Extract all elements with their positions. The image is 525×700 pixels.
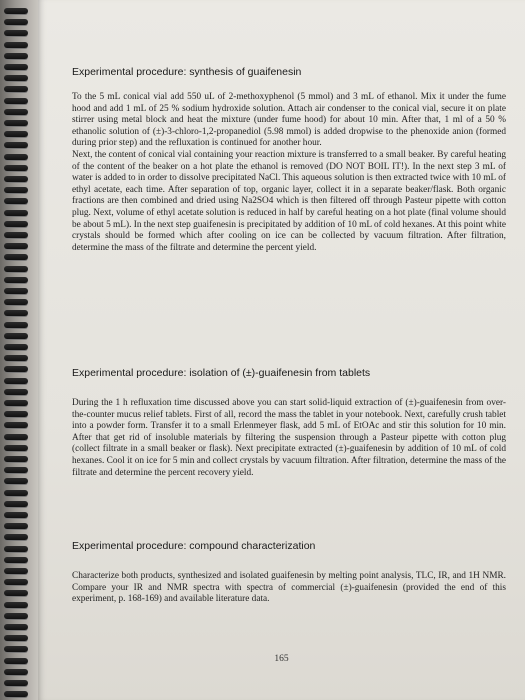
- spiral-ring: [4, 400, 28, 406]
- spiral-ring: [4, 434, 28, 440]
- spiral-ring: [4, 109, 28, 115]
- paragraph: Characterize both products, synthesized and isolated guaifenesin by melting point analysis, TLC, IR, and 1H NMR. Compare your IR and NMR spectra with spectra of commercial (±)-guaifenesin (provided the end of this experiment, p. 168-169) and available literature data.: [72, 571, 506, 605]
- spiral-ring: [4, 187, 28, 193]
- spiral-ring: [4, 86, 28, 92]
- section-body-synthesis: [72, 92, 506, 254]
- spiral-ring: [4, 490, 28, 496]
- spiral-ring: [4, 19, 28, 25]
- spiral-ring: [4, 613, 28, 619]
- spiral-ring: [4, 53, 28, 59]
- spiral-ring: [4, 568, 28, 574]
- section-heading-characterization: Experimental procedure: compound characterization: [72, 540, 316, 552]
- spiral-ring: [4, 333, 28, 339]
- spiral-ring: [4, 232, 28, 238]
- spiral-ring: [4, 579, 28, 585]
- spiral-ring: [4, 210, 28, 216]
- spiral-ring: [4, 165, 28, 171]
- spiral-ring: [4, 254, 28, 260]
- spiral-ring: [4, 310, 28, 316]
- paragraph: To the 5 mL conical vial add 550 uL of 2-methoxyphenol (5 mmol) and 3 mL of ethanol. Mix it under the fume hood and add 1 mL of 25 % sodium hydroxide solution. Attach air condenser to the conical vial, secure it on plate stirrer using metal block and heat the mixture (under fume hood) for about 10 min. After that, 1 ml of a 50 % ethanolic solution of (±)-3-chloro-1,2-propanediol (5.98 mmol) is added dropwise to the phenoxide anion (formed during prior step) and the refluxation is continued for another hour.: [72, 92, 506, 149]
- spiral-ring: [4, 98, 28, 104]
- paragraph: During the 1 h refluxation time discussed above you can start solid-liquid extraction of (±)-guaifenesin from over-the-counter mucus relief tablets. First of all, record the mass the tablet in your notebook. Next, carefully crush tablet into a powder form. Transfer it to a small Erlenmeyer flask, add 5 mL of EtOAc and stir this solution for 10 min. After that get rid of insoluble materials by filtering the suspension through a Pasteur pipette with cotton plug (collect filtrate in a small beaker or flask). Next precipitate extracted (±)-guaifenesin by addition of 10 mL of cold hexanes. Cool it on ice for 5 min and collect crystals by vacuum filtration. After filtration, determine the mass of the filtrate and determine the percent recovery yield.: [72, 398, 506, 478]
- spiral-ring: [4, 624, 28, 630]
- spiral-ring: [4, 389, 28, 395]
- section-body-isolation: [72, 398, 506, 479]
- spiral-ring: [4, 378, 28, 384]
- spiral-ring: [4, 680, 28, 686]
- section-body-characterization: [72, 571, 506, 606]
- spiral-ring: [4, 64, 28, 70]
- spiral-ring: [4, 266, 28, 272]
- spiral-ring: [4, 669, 28, 675]
- spiral-ring: [4, 590, 28, 596]
- spiral-ring: [4, 154, 28, 160]
- spiral-ring: [4, 512, 28, 518]
- spiral-ring: [4, 635, 28, 641]
- notebook-spiral-binding: [0, 0, 38, 700]
- spiral-ring: [4, 691, 28, 697]
- spiral-ring: [4, 288, 28, 294]
- spiral-ring: [4, 658, 28, 664]
- spiral-ring: [4, 422, 28, 428]
- spiral-ring: [4, 355, 28, 361]
- spiral-ring: [4, 75, 28, 81]
- spiral-ring: [4, 456, 28, 462]
- spiral-ring: [4, 366, 28, 372]
- document-page: [38, 0, 525, 700]
- spiral-ring: [4, 501, 28, 507]
- spiral-ring: [4, 322, 28, 328]
- spiral-ring: [4, 467, 28, 473]
- spiral-ring: [4, 221, 28, 227]
- spiral-ring: [4, 142, 28, 148]
- spiral-ring: [4, 198, 28, 204]
- spiral-ring: [4, 523, 28, 529]
- spiral-ring: [4, 646, 28, 652]
- spiral-ring: [4, 534, 28, 540]
- spiral-ring: [4, 478, 28, 484]
- spiral-ring: [4, 243, 28, 249]
- spiral-ring: [4, 42, 28, 48]
- spiral-ring: [4, 411, 28, 417]
- section-heading-synthesis: Experimental procedure: synthesis of guaifenesin: [72, 66, 302, 78]
- spiral-ring: [4, 131, 28, 137]
- section-heading-isolation: Experimental procedure: isolation of (±)-guaifenesin from tablets: [72, 367, 371, 379]
- page-number: 165: [274, 654, 289, 664]
- spiral-ring: [4, 176, 28, 182]
- spiral-ring: [4, 120, 28, 126]
- spiral-ring: [4, 445, 28, 451]
- spiral-ring: [4, 546, 28, 552]
- spiral-ring: [4, 344, 28, 350]
- spiral-ring: [4, 602, 28, 608]
- spiral-ring: [4, 30, 28, 36]
- spiral-ring: [4, 277, 28, 283]
- spiral-ring: [4, 8, 28, 14]
- spiral-ring: [4, 557, 28, 563]
- paragraph: Next, the content of conical vial containing your reaction mixture is transferred to a small beaker. By careful heating of the content of the beaker on a hot plate the ethanol is removed (DO NOT BOIL IT!). In the next step 3 mL of water is added to in order to dissolve precipitated NaCl. This aqueous solution is then extracted twice with 10 mL of ethyl acetate, each time. After separation of top, organic layer, collect it in a separate beaker/flask. Both organic fractions are then combined and dried using Na2SO4 which is then filtered off through Pasteur pipette with cotton plug. Next, volume of ethyl acetate solution is reduced in half by careful heating on a hot plate (final volume should be about 5 mL). In the next step guaifenesin is precipitated by addition of 10 mL of cold hexanes. At this point white crystals should be formed which after cooling on ice can be collected by vacuum filtration. After filtration, determine the mass of the filtrate and determine the percent yield.: [72, 149, 506, 253]
- spiral-ring: [4, 299, 28, 305]
